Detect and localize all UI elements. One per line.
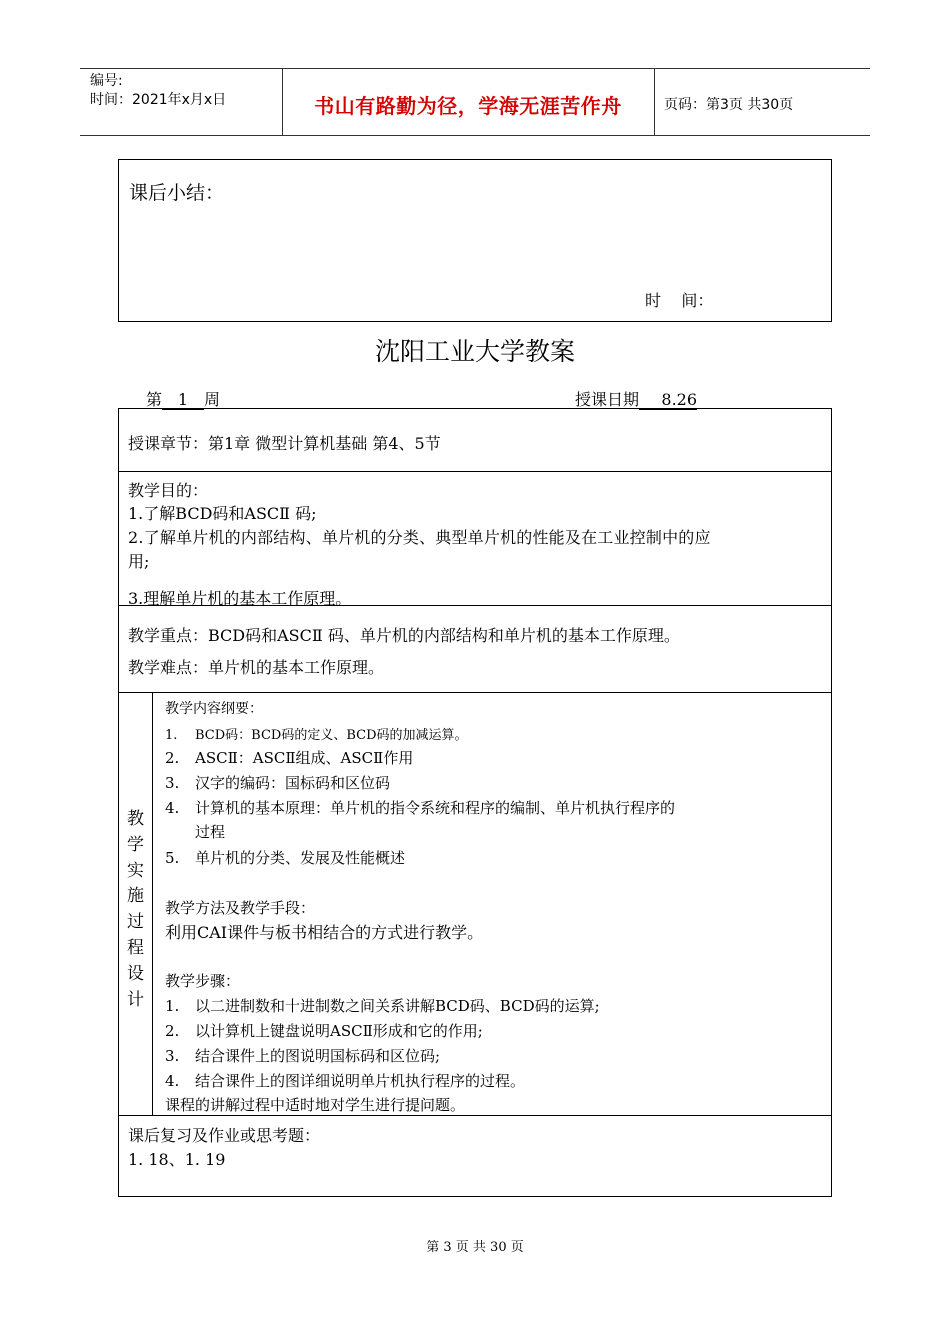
header-motto: 书山有路勤为径，学海无涯苦作舟 bbox=[314, 94, 622, 118]
step-item: 2. 以计算机上键盘说明ASCⅡ形成和它的作用; bbox=[165, 1022, 483, 1040]
objective-item: 1.了解BCD码和ASCⅡ 码; bbox=[128, 504, 317, 523]
header-left-cell bbox=[90, 72, 226, 110]
key-point-text: 教学重点：BCD码和ASCⅡ 码、单片机的内部结构和单片机的基本工作原理。 bbox=[128, 626, 680, 645]
process-note: 课程的讲解过程中适时地对学生进行提问题。 bbox=[165, 1096, 466, 1114]
outline-item: 2. ASCⅡ：ASCⅡ组成、ASCⅡ作用 bbox=[165, 749, 414, 767]
process-side-label: 教 学 实 施 过 程 设 计 bbox=[127, 809, 144, 1010]
header-divider-right bbox=[654, 69, 655, 135]
row-divider bbox=[119, 471, 831, 472]
outline-item: 5. 单片机的分类、发展及性能概述 bbox=[165, 849, 406, 867]
homework-content: 1. 18、1. 19 bbox=[128, 1150, 226, 1169]
chapter-text: 授课章节：第1章 微型计算机基础 第4、5节 bbox=[128, 434, 441, 453]
homework-title: 课后复习及作业或思考题： bbox=[128, 1126, 321, 1145]
method-text: 利用CAI课件与板书相结合的方式进行教学。 bbox=[165, 923, 484, 942]
week-prefix: 第 bbox=[146, 390, 163, 409]
steps-title: 教学步骤： bbox=[165, 972, 241, 990]
week-value: 1 bbox=[162, 391, 204, 410]
column-divider bbox=[152, 692, 153, 1115]
outline-item-continued: 过程 bbox=[195, 823, 226, 841]
method-title: 教学方法及教学手段： bbox=[165, 899, 316, 917]
header-bottom-rule bbox=[80, 135, 870, 136]
page-footer: 第 3 页 共 30 页 bbox=[426, 1240, 524, 1255]
serial-label: 编号: bbox=[90, 73, 123, 89]
outline-item: 1. BCD码：BCD码的定义、BCD码的加减运算。 bbox=[165, 728, 468, 743]
row-divider bbox=[119, 1115, 831, 1116]
objective-item: 3.理解单片机的基本工作原理。 bbox=[128, 589, 352, 608]
week-suffix: 周 bbox=[204, 390, 221, 409]
header-top-rule bbox=[80, 68, 870, 69]
objectives-title: 教学目的： bbox=[128, 481, 209, 500]
document-title: 沈阳工业大学教案 bbox=[374, 337, 575, 366]
summary-time-label: 时 间： bbox=[645, 291, 714, 310]
week-line bbox=[146, 387, 220, 410]
time-label: 时间：2021年x月x日 bbox=[90, 92, 227, 108]
step-item: 3. 结合课件上的图说明国标码和区位码; bbox=[165, 1047, 441, 1065]
outline-item: 3. 汉字的编码：国标码和区位码 bbox=[165, 774, 391, 792]
date-value: 8.26 bbox=[639, 391, 697, 410]
page-indicator: 页码：第3页 共30页 bbox=[664, 97, 794, 113]
difficulty-text: 教学难点：单片机的基本工作原理。 bbox=[128, 658, 385, 677]
lesson-plan-table bbox=[118, 408, 832, 1197]
step-item: 1. 以二进制数和十进制数之间关系讲解BCD码、BCD码的运算; bbox=[165, 997, 600, 1015]
summary-title: 课后小结： bbox=[129, 182, 225, 204]
date-line bbox=[575, 387, 697, 410]
objective-item: 2.了解单片机的内部结构、单片机的分类、典型单片机的性能及在工业控制中的应 bbox=[128, 528, 711, 547]
outline-item: 4. 计算机的基本原理：单片机的指令系统和程序的编制、单片机执行程序的 bbox=[165, 799, 676, 817]
outline-title: 教学内容纲要： bbox=[165, 701, 263, 717]
date-label: 授课日期 bbox=[575, 390, 640, 409]
step-item: 4. 结合课件上的图详细说明单片机执行程序的过程。 bbox=[165, 1072, 526, 1090]
summary-box bbox=[118, 159, 832, 322]
objective-item-continued: 用; bbox=[128, 552, 150, 571]
row-divider bbox=[119, 692, 831, 693]
